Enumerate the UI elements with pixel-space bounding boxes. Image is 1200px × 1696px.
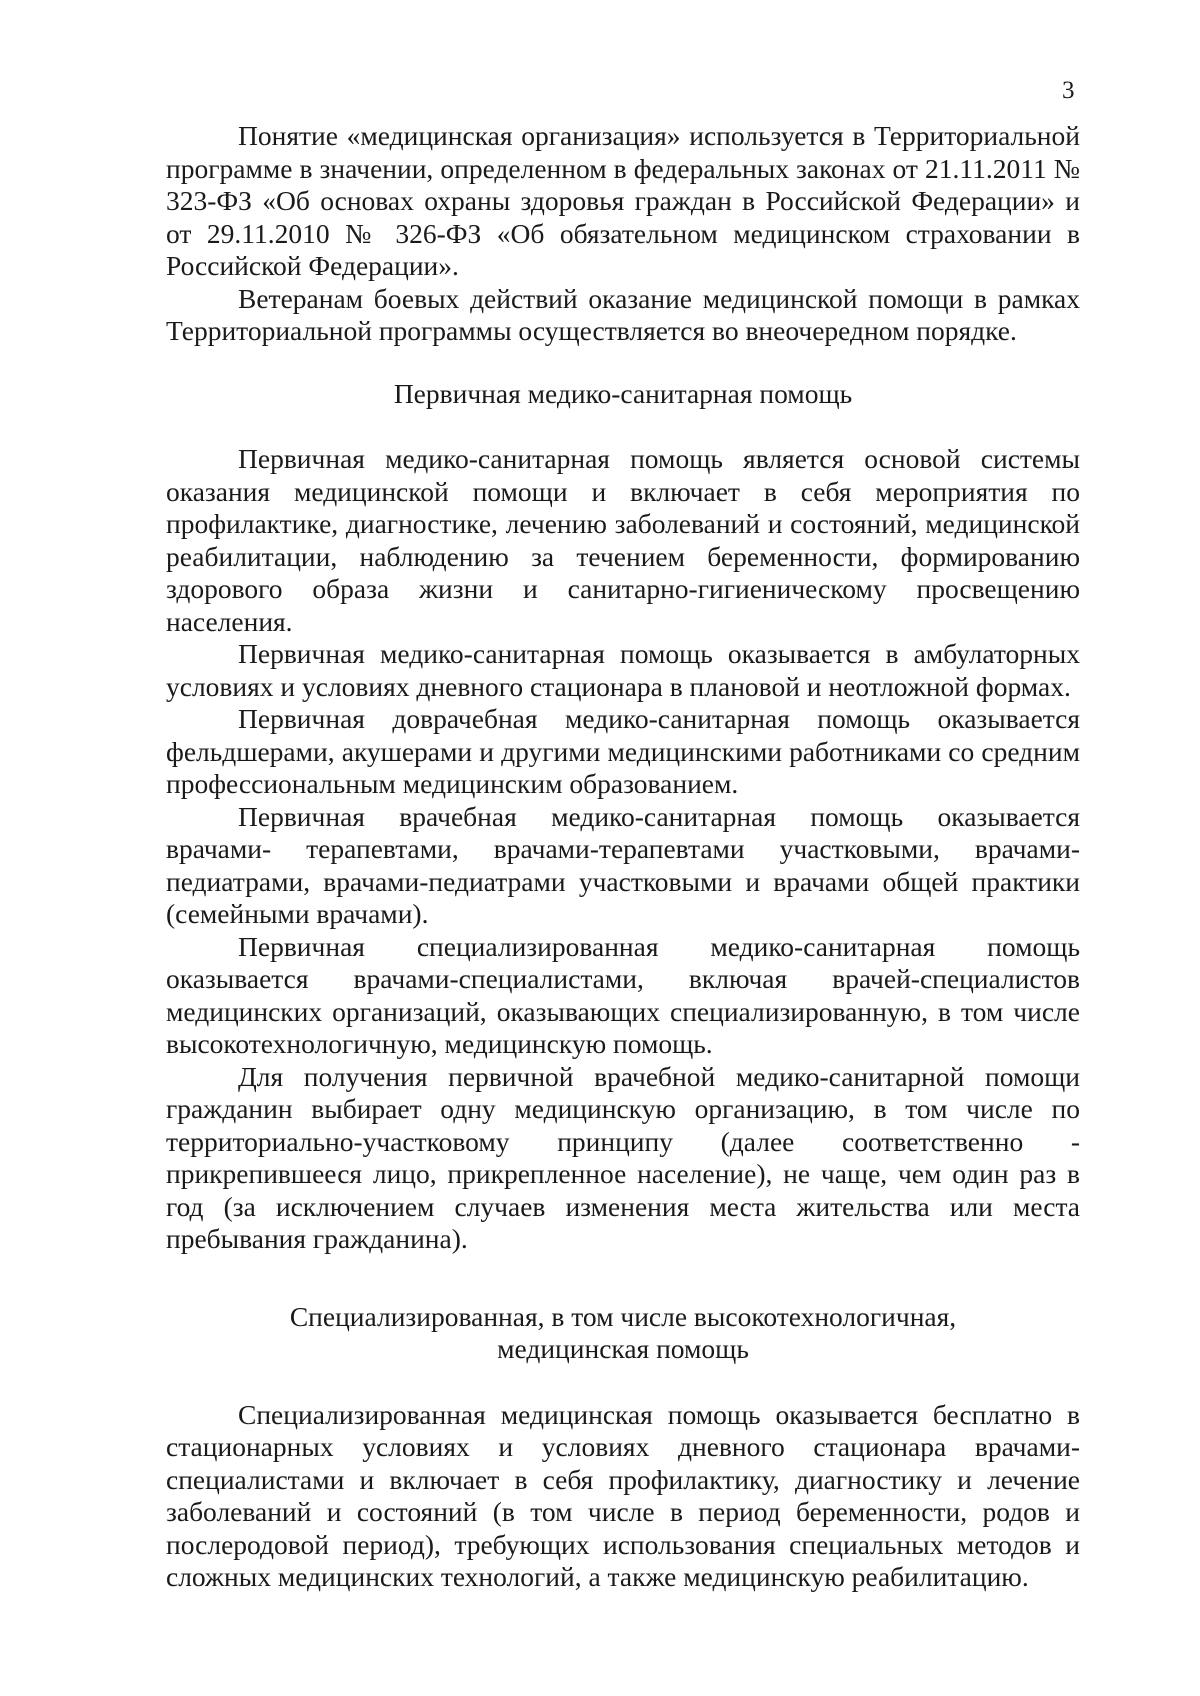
section-heading-specialized-care [166,1301,1080,1366]
section-heading-primary-care: Первичная медико-санитарная помощь [393,377,853,409]
paragraph-primary-4: Первичная врачебная медико-санитарная помощь оказывается врачами- терапевтами, врачами-терапевтами участковыми, врачами-педиатрами, врачами-педиатрами участковыми и врачами общей практики (семейными врачами). [166,800,1080,929]
page-number: 3 [1062,77,1075,104]
paragraph-specialized-1: Специализированная медицинская помощь оказывается бесплатно в стационарных условиях и условиях дневного стационара врачами- специалистами и включает в себя профилактику, диагностику и лечение заболеваний и состояний (в том числе в период беременности, родов и послеродовой период), требующих использования специальных методов и сложных медицинских технологий, а также медицинскую реабилитацию. [166,1398,1080,1592]
paragraph-primary-3: Первичная доврачебная медико-санитарная помощь оказывается фельдшерами, акушерами и другими медицинскими работниками со средним профессиональным медицинским образованием. [166,703,1080,799]
section-heading-line-1: Специализированная, в том числе высокотехнологичная, [289,1300,957,1332]
document-body [166,120,1080,1594]
paragraph-intro-1: Понятие «медицинская организация» используется в Территориальной программе в значении, определенном в федеральных законах от 21.11.2011 № 323-ФЗ «Об основах охраны здоровья граждан в Российской Федерации» и от 29.11.2010 № 326-ФЗ «Об обязательном медицинском страховании в Российской Федерации». [166,120,1080,281]
paragraph-intro-2: Ветеранам боевых действий оказание медицинской помощи в рамках Территориальной программы осуществляется во внеочередном порядке. [166,282,1080,346]
paragraph-primary-5: Первичная специализированная медико-санитарная помощь оказывается врачами-специалистами, включая врачей-специалистов медицинских организаций, оказывающих специализированную, в том числе высокотехнологичную, медицинскую помощь. [166,930,1080,1059]
section-heading-line-2: медицинская помощь [497,1333,749,1364]
paragraph-primary-1: Первичная медико-санитарная помощь является основой системы оказания медицинской помощи и включает в себя мероприятия по профилактике, диагностике, лечению заболеваний и состояний, медицинской реабилитации, наблюдению за течением беременности, формированию здорового образа жизни и санитарно-гигиеническому просвещению населения. [166,443,1080,637]
paragraph-primary-6: Для получения первичной врачебной медико-санитарной помощи гражданин выбирает одну медицинскую организацию, в том числе по территориально-участковому принципу (далее соответственно - прикрепившееся лицо, прикрепленное население), не чаще, чем один раз в год (за исключением случаев изменения места жительства или места пребывания гражданина). [166,1060,1080,1254]
paragraph-primary-2: Первичная медико-санитарная помощь оказывается в амбулаторных условиях и условиях дневного стационара в плановой и неотложной формах. [166,638,1080,702]
